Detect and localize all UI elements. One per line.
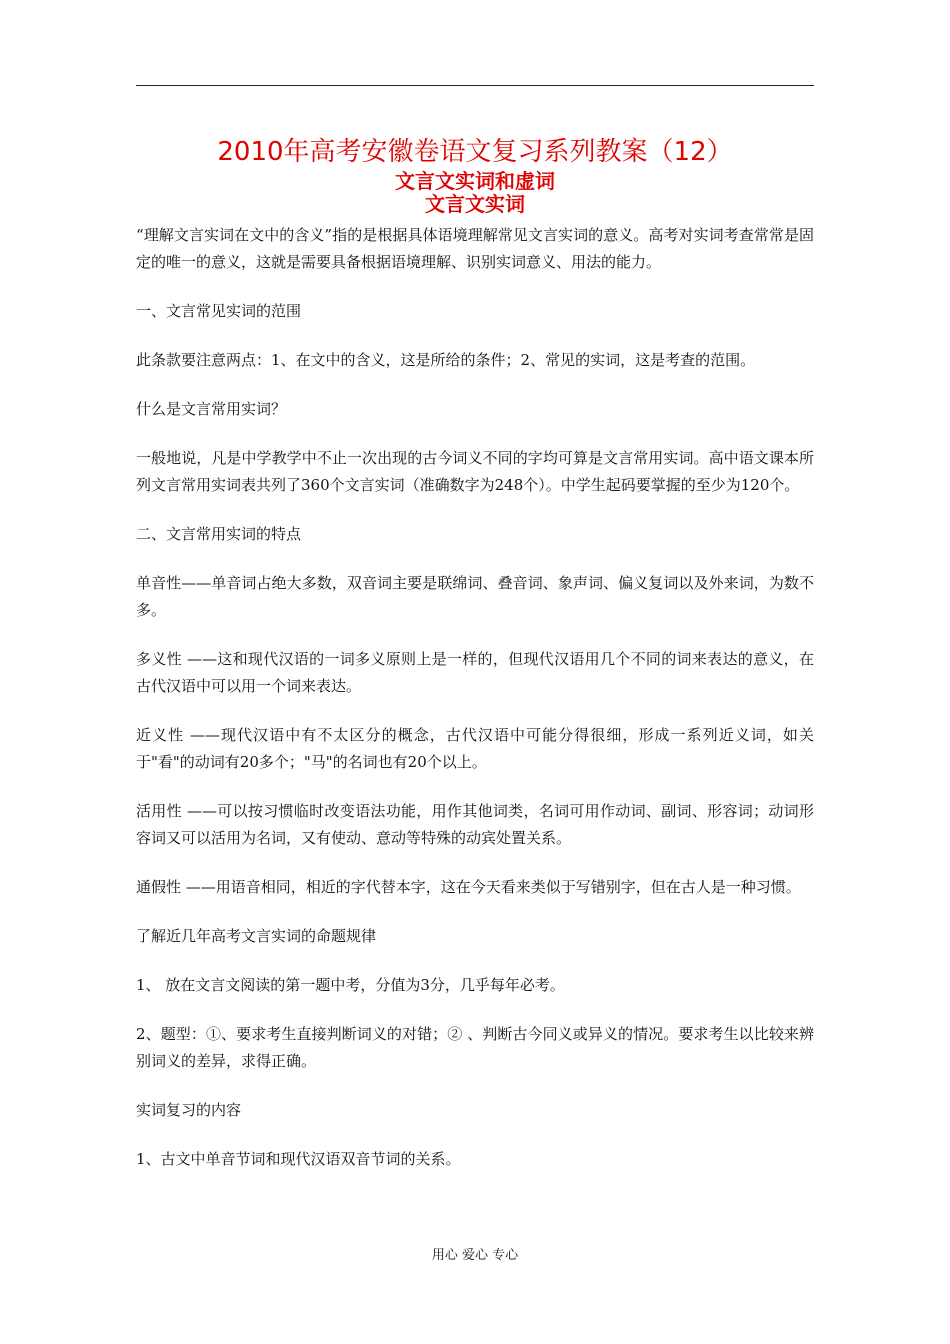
review-item-1: 1、古文中单音节词和现代汉语双音节词的关系。	[136, 1150, 461, 1168]
document-page	[136, 0, 814, 1344]
exam-pattern-2: 2、题型：①、要求考生直接判断词义的对错；② 、判断古今同义或异义的情况。要求考生以比较来辨别词义的差异，求得正确。	[136, 1025, 814, 1070]
title-block	[136, 134, 814, 216]
feature-flexible-use: 活用性 ——可以按习惯临时改变语法功能，用作其他词类，名词可用作动词、副词、形容词；动词形容词又可以活用为名词，又有使动、意动等特殊的动宾处置关系。	[136, 802, 814, 847]
feature-polysemy: 多义性 ——这和现代汉语的一词多义原则上是一样的，但现代汉语用几个不同的词来表达的意义，在古代汉语中可以用一个词来表达。	[136, 650, 814, 695]
subsection-title: 文言文实词	[425, 192, 525, 216]
document-title: 2010年高考安徽卷语文复习系列教案（12）	[217, 137, 733, 167]
feature-synonymy: 近义性 ——现代汉语中有不太区分的概念，古代汉语中可能分得很细，形成一系列近义词，如关于"看"的动词有20多个；"马"的名词也有20个以上。	[136, 726, 814, 771]
section-title: 文言文实词和虚词	[395, 169, 555, 193]
paragraph-scope-notes: 此条款要注意两点：1、在文中的含义，这是所给的条件；2、常见的实词，这是考查的范围。	[136, 351, 756, 369]
feature-monosyllabic: 单音性——单音词占绝大多数，双音词主要是联绵词、叠音词、象声词、偏义复词以及外来词，为数不多。	[136, 574, 814, 619]
page-footer: 用心 爱心 专心	[431, 1248, 519, 1263]
heading-review-content: 实词复习的内容	[136, 1101, 242, 1119]
exam-pattern-1: 1、 放在文言文阅读的第一题中考，分值为3分，几乎每年必考。	[136, 976, 565, 994]
paragraph-common-words: 一般地说，凡是中学教学中不止一次出现的古今词义不同的字均可算是文言常用实词。高中语文课本所列文言常用实词表共列了360个文言实词（准确数字为248个）。中学生起码要掌握的至少为120个。	[136, 449, 814, 494]
heading-exam-patterns: 了解近几年高考文言实词的命题规律	[136, 927, 377, 945]
header-rule	[136, 85, 814, 86]
intro-paragraph: “理解文言实词在文中的含义”指的是根据具体语境理解常见文言实词的意义。高考对实词考查常常是固定的唯一的意义，这就是需要具备根据语境理解、识别实词意义、用法的能力。	[136, 226, 814, 271]
document-body	[136, 222, 814, 1173]
heading-features: 二、文言常用实词的特点	[136, 525, 302, 543]
heading-scope: 一、文言常见实词的范围	[136, 302, 302, 320]
question-common-words: 什么是文言常用实词？	[136, 400, 287, 418]
feature-interchangeable: 通假性 ——用语音相同，相近的字代替本字，这在今天看来类似于写错别字，但在古人是一种习惯。	[136, 878, 801, 896]
